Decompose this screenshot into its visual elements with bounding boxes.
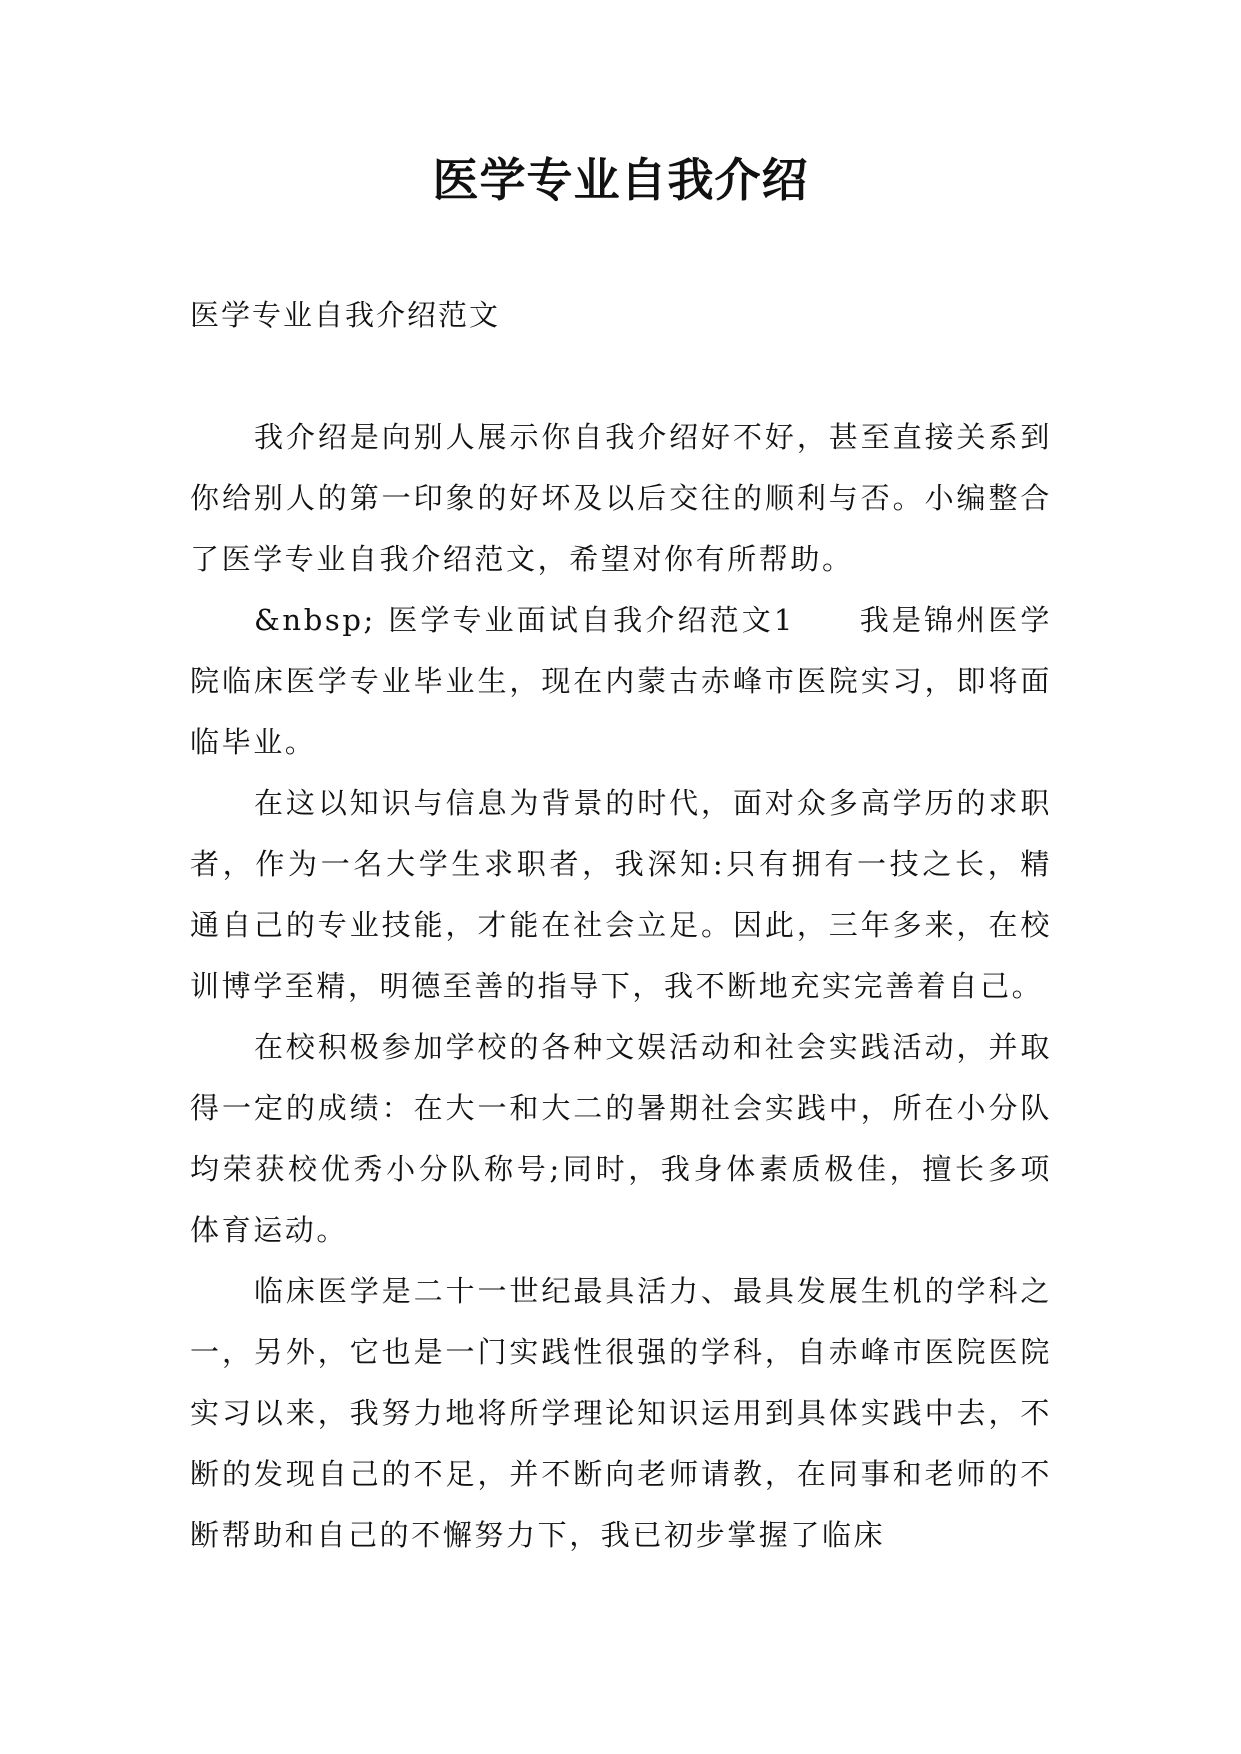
document-body bbox=[190, 407, 1052, 1566]
document-title: 医学专业自我介绍 bbox=[432, 153, 809, 207]
paragraph-knowledge-era: 在这以知识与信息为背景的时代，面对众多高学历的求职者，作为一名大学生求职者，我深知:只有拥有一技之长，精通自己的专业技能，才能在社会立足。因此，三年多来，在校训博学至精，明德至善的指导下，我不断地充实完善着自己。 bbox=[190, 786, 1052, 1003]
document-subtitle: 医学专业自我介绍范文 bbox=[190, 298, 501, 332]
paragraph-intro: 我介绍是向别人展示你自我介绍好不好，甚至直接关系到你给别人的第一印象的好坏及以后交往的顺利与否。小编整合了医学专业自我介绍范文，希望对你有所帮助。 bbox=[190, 420, 1052, 576]
paragraph-clinical-medicine: 临床医学是二十一世纪最具活力、最具发展生机的学科之一，另外，它也是一门实践性很强的学科，自赤峰市医院医院实习以来，我努力地将所学理论知识运用到具体实践中去，不断的发现自己的不足，并不断向老师请教，在同事和老师的不断帮助和自己的不懈努力下，我已初步掌握了临床 bbox=[190, 1274, 1052, 1552]
paragraph-sample-heading: &nbsp; 医学专业面试自我介绍范文1 我是锦州医学院临床医学专业毕业生，现在内蒙古赤峰市医院实习，即将面临毕业。 bbox=[190, 603, 1052, 759]
paragraph-activities: 在校积极参加学校的各种文娱活动和社会实践活动，并取得一定的成绩：在大一和大二的暑期社会实践中，所在小分队均荣获校优秀小分队称号;同时，我身体素质极佳，擅长多项体育运动。 bbox=[190, 1030, 1052, 1247]
